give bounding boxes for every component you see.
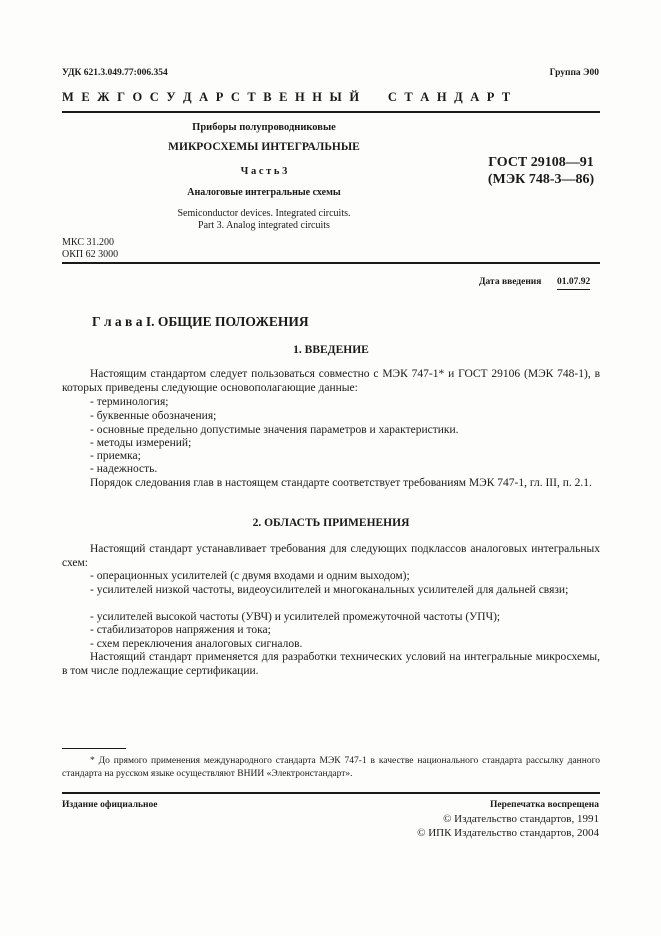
list-item: - операционных усилителей (с двумя входами и одним выходом);: [90, 570, 410, 582]
reprint-notice: Перепечатка воспрещена: [489, 800, 599, 810]
group-code: Группа Э00: [549, 68, 599, 78]
chapter-title: Г л а в а I. ОБЩИЕ ПОЛОЖЕНИЯ: [92, 314, 309, 329]
list-item: - надежность.: [90, 463, 158, 475]
list-item: - усилителей низкой частоты, видеоусилителей и многоканальных усилителей для дальней связи;: [90, 584, 569, 596]
list-item: - схем переключения аналоговых сигналов.: [90, 638, 303, 650]
section-2-para-1: Настоящий стандарт устанавливает требования для следующих подклассов аналоговых интегральных схем:: [62, 543, 600, 569]
doc-subject: Приборы полупроводниковые: [192, 122, 336, 133]
mks-code: МКС 31.200: [62, 237, 114, 248]
section-1-title: 1. ВВЕДЕНИЕ: [293, 344, 369, 356]
list-item: - терминология;: [90, 396, 169, 408]
footnote-text: * До прямого применения международного стандарта МЭК 747-1 в качестве национального стандарта рассылку данного стандарта на русском языке осуществляют ВНИИ «Электронстандарт».: [62, 756, 600, 779]
section-1-para-2: Порядок следования глав в настоящем стандарте соответствует требованиям МЭК 747-1, гл. III, п. 2.1.: [90, 477, 592, 489]
list-item: - методы измерений;: [90, 437, 192, 449]
okp-code: ОКП 62 3000: [62, 249, 119, 260]
footer-divider: [62, 792, 600, 794]
intro-date-value: 01.07.92: [557, 277, 590, 290]
list-item: - стабилизаторов напряжения и тока;: [90, 624, 271, 636]
copyright-2004: © ИПК Издательство стандартов, 2004: [417, 827, 599, 839]
doc-part-title: Аналоговые интегральные схемы: [187, 187, 341, 198]
standard-kind-title: М Е Ж Г О С У Д А Р С Т В Е Н Н Ы Й С Т А Н Д А Р Т: [62, 90, 513, 104]
list-item: - приемка;: [90, 450, 141, 462]
doc-part: Ч а с т ь 3: [240, 166, 288, 177]
doc-title: МИКРОСХЕМЫ ИНТЕГРАЛЬНЫЕ: [168, 141, 360, 153]
gost-number: ГОСТ 29108—91: [488, 155, 594, 170]
official-edition: Издание официальное: [62, 800, 158, 810]
list-item: - буквенные обозначения;: [90, 410, 217, 422]
copyright-1991: © Издательство стандартов, 1991: [443, 813, 599, 825]
header-divider: [62, 111, 600, 113]
section-2-title: 2. ОБЛАСТЬ ПРИМЕНЕНИЯ: [252, 517, 410, 529]
section-2-para-2: Настоящий стандарт применяется для разработки технических условий на интегральные микросхемы, в том числе подлежащие сертификации.: [62, 651, 600, 677]
list-item: - основные предельно допустимые значения параметров и характеристики.: [90, 424, 459, 436]
doc-title-en-2: Part 3. Analog integrated circuits: [198, 220, 330, 231]
iec-number: (МЭК 748-3—86): [487, 172, 595, 187]
intro-date-label: Дата введения: [479, 277, 542, 287]
doc-title-en-1: Semiconductor devices. Integrated circuits.: [177, 208, 351, 219]
list-item: - усилителей высокой частоты (УВЧ) и усилителей промежуточной частоты (УПЧ);: [90, 611, 501, 623]
title-divider: [62, 262, 600, 264]
section-1-para-1: Настоящим стандартом следует пользоваться совместно с МЭК 747-1* и ГОСТ 29106 (МЭК 748-1), в которых приведены следующие основополагающие данные:: [62, 368, 600, 394]
udk-code: УДК 621.3.049.77:006.354: [62, 68, 168, 78]
footnote-divider: [62, 748, 126, 749]
